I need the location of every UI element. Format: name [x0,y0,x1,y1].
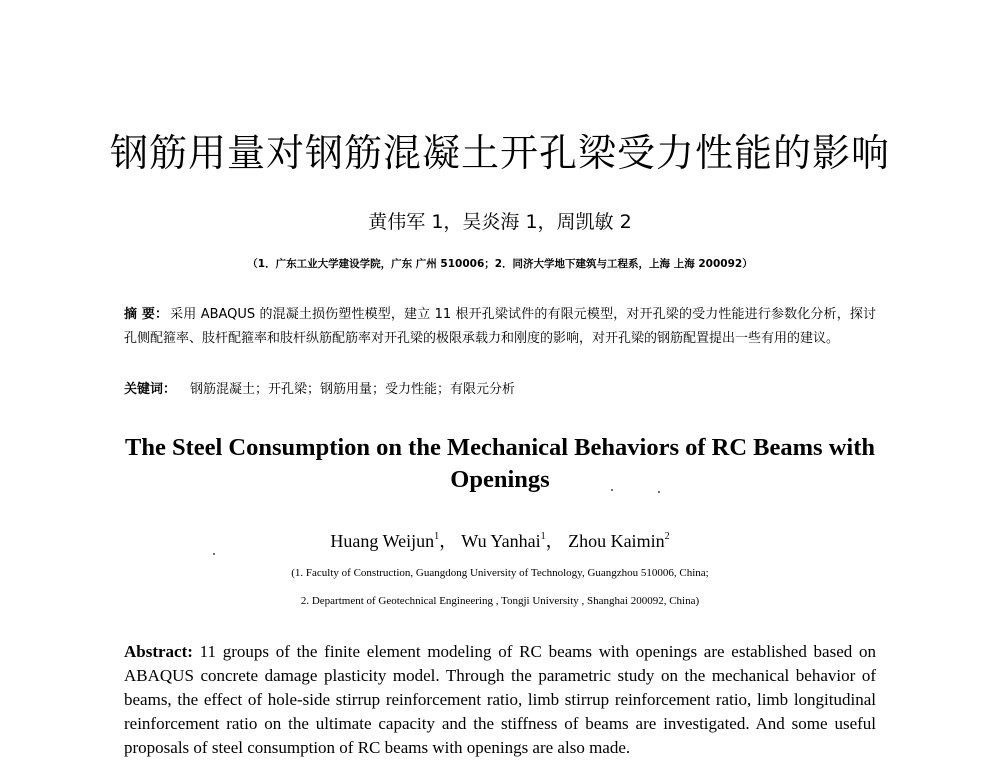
english-author-3: Zhou Kaimin$^2$ [568,531,670,551]
english-abstract-label: Abstract: [124,642,193,661]
chinese-affiliations: （1．广东工业大学建设学院，广东 广州 510006；2．同济大学地下建筑与工程系，上海 上海 200092） [247,258,753,270]
scan-speck [658,491,660,493]
chinese-authors: 黄伟军 1，吴炎海 1，周凯敏 2 [368,211,632,233]
scan-speck [611,489,613,491]
chinese-abstract-text: 采用 ABAQUS 的混凝土损伤塑性模型，建立 11 根开孔梁试件的有限元模型，对开孔梁的受力性能进行参数化分析，探讨孔侧配箍率、肢杆配箍率和肢杆纵筋配筋率对开孔梁的极限承载力和刚度的影响，对开孔梁的钢筋配置提出一些有用的建议。 [124,307,876,346]
english-authors [0,527,1000,553]
chinese-keywords-label: 关键词： [124,382,177,397]
scan-speck [213,553,215,555]
chinese-title: 钢筋用量对钢筋混凝土开孔梁受力性能的影响 [109,131,890,175]
english-author-2: Wu Yanhai$^1$， [461,531,564,551]
chinese-keywords [124,378,876,402]
chinese-abstract [124,303,876,351]
english-abstract [124,640,876,760]
english-abstract-text: 11 groups of the finite element modeling of RC beams with openings are established based on ABAQUS concrete damage plasticity model. Through the parametric study on the mechanical behavior of beams, the effect of hole-side stirrup reinforcement ratio, limb stirrup reinforcement ratio, limb longitudinal reinforcement ratio on the ultimate capacity and the stiffness of beams are investigated. And some useful proposals of steel consumption of RC beams with openings are also made. [124,642,876,757]
english-title: The Steel Consumption on the Mechanical Behaviors of RC Beams with Openings [125,434,875,493]
chinese-abstract-label: 摘 要： [124,307,169,322]
english-affiliation-line-2: 2. Department of Geotechnical Engineering , Tongji University , Shanghai 200092, China) [300,595,700,607]
english-author-1: Huang Weijun$^1$， [330,531,458,551]
english-affiliation-line-1: (1. Faculty of Construction, Guangdong University of Technology, Guangzhou 510006, China; [291,567,709,579]
chinese-keywords-text: 钢筋混凝土；开孔梁；钢筋用量；受力性能；有限元分析 [190,382,516,397]
